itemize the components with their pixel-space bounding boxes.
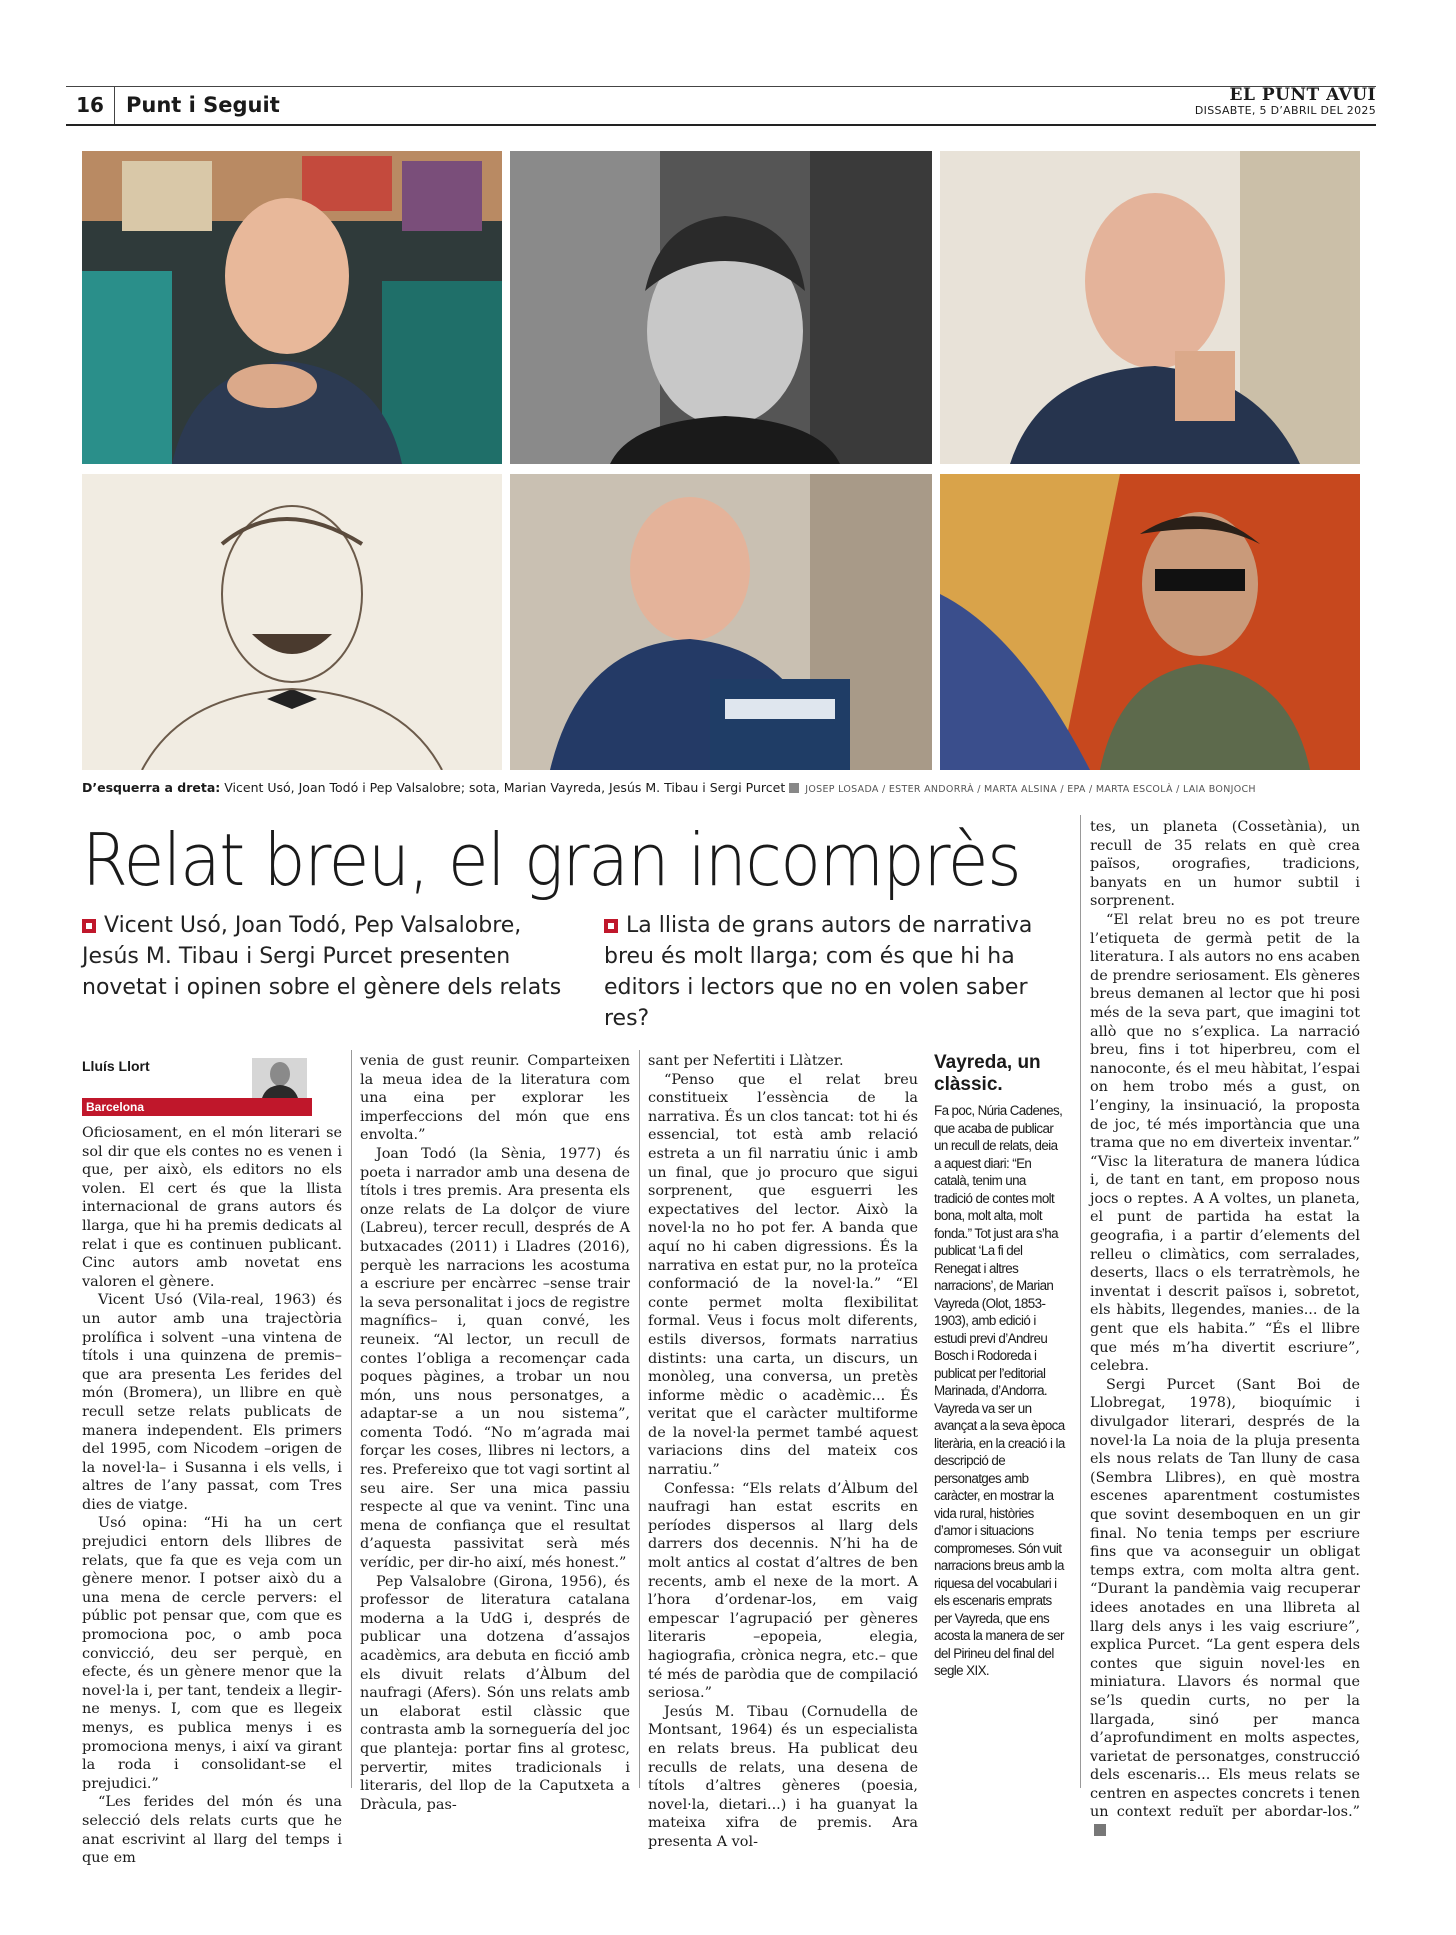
column-3	[648, 1052, 918, 1852]
sidebar-text: Fa poc, Núria Cadenes, que acaba de publicar un recull de relats, deia a aquest diari: “En català, tenim una tradició de contes molt bona, molt alta, molt fonda.” Tot just ara s’ha publicat ‘La fi del Renegat i altres narracions’, de Marian Vayreda (Olot, 1853-1903), amb edició i estudi previ d’Andreu Bosch i Rodoreda i publicat per l’editorial Marinada, d’Andorra. Vayreda va ser un avançat a la seva època literària, en la creació i la descripció de personatges amb caràcter, en mostrar la vida rural, històries d’amor i situacions compromeses. Són vuit narracions breus amb la riquesa del vocabulari i els escenaris emprats per Vayreda, que ens acosta la manera de ser del Pirineu del final del segle XIX.	[934, 1103, 1065, 1678]
section-name: Punt i Seguit	[126, 93, 280, 117]
photo-pep-valsalobre	[940, 151, 1360, 464]
paragraph: sant per Nefertiti i Llàtzer.	[648, 1053, 844, 1069]
photo-sergi-purcet	[940, 474, 1360, 770]
paragraph: Usó opina: “Hi ha un cert prejudici entorn dels llibres de relats, que fa que es veja com un gènere menor. I potser això du a una mena de cercle pervers: el públic pot pensar que, com que es promociona poc, o amb poca convicció, deu ser perquè, en efecte, és un gènere menor que la novel·la i, per tant, tendeix a llegir-ne menys. I, com que es llegeix menys, es publica menys i es promociona menys, i així va girant la roda i consolidant-se el prejudici.”	[82, 1515, 342, 1792]
paragraph: Jesús M. Tibau (Cornudella de Montsant, 1964) és un especialista en relats breus. Ha publicat deu reculls de relats, una desena de títols d’altres gèneres (poesia, novel·la, dietari...) i ha guanyat la mateixa xifra de premis. Ara presenta A vol-	[648, 1703, 918, 1850]
paragraph: tes, un planeta (Cossetània), un recull de 35 relats en què crea països, orografies, tradicions, banyats en un humor subtil i sorprenent.	[1090, 819, 1360, 910]
credit-marker	[789, 783, 799, 793]
author-photo	[252, 1058, 307, 1098]
caption-text: Vicent Usó, Joan Todó i Pep Valsalobre; sota, Marian Vayreda, Jesús M. Tibau i Sergi Purcet	[220, 780, 786, 795]
paragraph-text: Sergi Purcet (Sant Boi de Llobregat, 1978), bioquímic i divulgador literari, després de la novel·la La noia de la pluja presenta els nous relats de Tan lluny de casa (Sembra Llibres), en què mostra escenes aparentment costumistes que sovint desemboquen en un gir final. No tenia temps per escriure fins que va aconseguir un obligat temps extra, com molta altra gent. “Durant la pandèmia vaig recuperar idees anotades en una llibreta al llarg dels anys i les vaig escriure”, explica Purcet. “La gent espera dels contes que siguin novel·les en miniatura. Llavors és normal que se’ls quedin curts, no per la llargada, sinó per manca d’aprofundiment en molts aspectes, varietat de personatges, construcció dels escenaris... Els meus relats se centren en aspectes concrets i tenen un context reduït per abordar-los.”	[1090, 1376, 1360, 1821]
issue-date: DISSABTE, 5 D’ABRIL DEL 2025	[1194, 104, 1376, 117]
column-divider	[351, 1050, 352, 1788]
headline: Relat breu, el gran incomprès	[82, 818, 1021, 902]
paragraph: Vicent Usó (Vila-real, 1963) és un autor amb una trajectòria prolífica i solvent –una vintena de títols i una quinzena de premis– que ara presenta Les ferides del món (Bromera), un llibre en què recull setze relats publicats de manera independent. Els primers del 1995, com Nicodem –origen de la novel·la– i Susanna i els vells, i altres de l’any passat, com Tres dies de viatge.	[82, 1292, 342, 1513]
header-rule-bottom	[66, 124, 1376, 126]
paragraph: Oficiosament, en el món literari se sol dir que els contes no es venen i que, per això, els editors no els volen. El cert és que la llista internacional de grans autors és llarga, que hi ha premis dedicats al relat i que es continuen publicant. Cinc autors amb novetat ens valoren el gènere.	[82, 1125, 342, 1290]
paragraph: “El relat breu no es pot treure l’etiqueta de germà petit de la literatura. I als autors no ens acaben de prendre seriosament. Els gèneres breus demanen al lector que hi posi més de la seva part, que imagini tot allò que no s’explica. La narració breu, fins i tot hiperbreu, com el nanoconte, és el meu hàbitat, l’espai on hem trobo més a gust, on l’enginy, la insinuació, la proposta de joc, té més importància que una trama que no em diverteix inventar.” “Visc la literatura de manera lúdica i, de tant en tant, em proposo nous jocs o reptes. A A voltes, un planeta, el punt de partida ha estat la geografia, i a partir d’elements del relleu o climàtics, com serralades, deserts, llacs o els terratrèmols, he inventat i descrit països i, sobretot, els hàbits, llegendes, manies... de la gent que els habita.” “És el llibre que més m’ha divertit escriure”, celebra.	[1090, 911, 1360, 1375]
masthead	[1195, 86, 1376, 118]
photo-joan-todo	[510, 151, 932, 464]
paragraph: “Les ferides del món és una selecció dels relats curts que he anat escrivint al llarg del temps i que em	[82, 1794, 342, 1867]
column-5	[1090, 818, 1360, 1841]
paragraph: Confessa: “Els relats d’Àlbum del naufragi han estat escrits en períodes dispersos al llarg dels darrers dos decennis. N’hi ha de molt antics al costat d’altres de ben recents, amb el nexe de la mort. A l’hora d’ordenar-los, em vaig empescar l’agrupació per gèneres literaris –epopeia, elegia, hagiografia, crònica negra, etc.– que té més de paròdia que de compilació seriosa.”	[648, 1480, 918, 1702]
byline	[82, 1058, 312, 1118]
bullet-icon	[82, 919, 96, 933]
column-divider	[1080, 815, 1081, 1788]
sidebar-vayreda	[934, 1052, 1066, 1680]
paragraph: venia de gust reunir. Comparteixen la meua idea de la literatura com una eina per explorar les imperfeccions del món que ens envolta.”	[360, 1053, 630, 1144]
subhead-2	[604, 910, 1074, 1034]
caption-lead: D’esquerra a dreta:	[82, 780, 221, 795]
paragraph	[1090, 1376, 1360, 1841]
photo-credit: JOSEP LOSADA / ESTER ANDORRÀ / MARTA ALSINA / EPA / MARTA ESCOLÀ / LAIA BONJOCH	[805, 784, 1256, 795]
photo-caption	[82, 780, 1382, 795]
paragraph: Pep Valsalobre (Girona, 1956), és professor de literatura catalana moderna a la UdG i, després de publicar una dotzena d’assajos acadèmics, ara debuta en ficció amb els divuit relats d’Àlbum del naufragi (Afers). Són uns relats amb un elaborat estil clàssic que contrasta amb la sorneguería del joc que planteja: portar fins al grotesc, pervertir, mites tradicionals i literaris, del llop de la Caputxeta a Dràcula, pas-	[360, 1573, 630, 1813]
photo-vicent-uso	[82, 151, 502, 464]
end-mark-icon	[1094, 1824, 1106, 1836]
photo-marian-vayreda	[82, 474, 502, 770]
paragraph: Joan Todó (la Sènia, 1977) és poeta i narrador amb una desena de títols i tres premis. Ara presenta els onze relats de La dolçor de viure (Labreu), tercer recull, després de A butxacades (2011) i Lladres (2016), perquè les narracions les acostuma a escriure per encàrrec –sense trair la seva personalitat i jocs de registre magnífics– i, quan convé, les reuneix. “Al lector, un recull de contes l’obliga a recomençar cada poques pàgines, a trobar un nou món, uns nous personatges, a adaptar-se a un nou sistema”, comenta Todó. “No m’agrada mai forçar les coses, llibres ni lectors, a res. Prefereixo que tot vagi sortint al seu aire. Ser una mica passiu respecte al que va venint. Tinc una mena de confiança que el resultat d’aquesta passivitat serà més verídic, per dir-ho així, més honest.”	[360, 1145, 630, 1572]
author-name: Lluís Llort	[82, 1058, 150, 1074]
column-divider	[639, 1050, 640, 1788]
subhead-1-text: Vicent Usó, Joan Todó, Pep Valsalobre, Jesús M. Tibau i Sergi Purcet presenten novetat i opinen sobre el gènere dels relats	[82, 913, 562, 1000]
page-number: 16	[66, 86, 115, 124]
column-1	[82, 1124, 342, 1868]
subhead-2-text: La llista de grans autors de narrativa breu és molt llarga; com és que hi ha editors i lectors que no en volen saber res?	[604, 913, 1033, 1031]
photo-jesus-tibau	[510, 474, 932, 770]
sidebar-title: Vayreda, un clàssic.	[934, 1052, 1041, 1095]
paragraph: “Penso que el relat breu constitueix l’essència de la narrativa. És un clos tancat: tot hi és essencial, tot està amb relació estreta a un fil narratiu únic i amb un final, que jo procuro que sigui sorprenent, que esguerri les expectatives del lector. Això la novel·la no ho pot fer. A banda que aquí no hi caben digressions. És la narrativa en estat pur, no la proteïca conformació de la novel·la.” “El conte permet molta flexibilitat formal. Veus i focus molt diferents, estils diversos, formats narratius distints: una carta, un discurs, un monòleg, una conversa, un pretès informe mèdic o acadèmic... És veritat que el caràcter multiforme de la novel·la permet també aquest variacions dins del mateix cos narratiu.”	[648, 1071, 918, 1479]
column-2	[360, 1052, 630, 1814]
bullet-icon	[604, 919, 618, 933]
subhead-1	[82, 910, 562, 1003]
newspaper-name: EL PUNT AVUI	[1229, 85, 1376, 105]
dateline-city: Barcelona	[82, 1098, 312, 1116]
